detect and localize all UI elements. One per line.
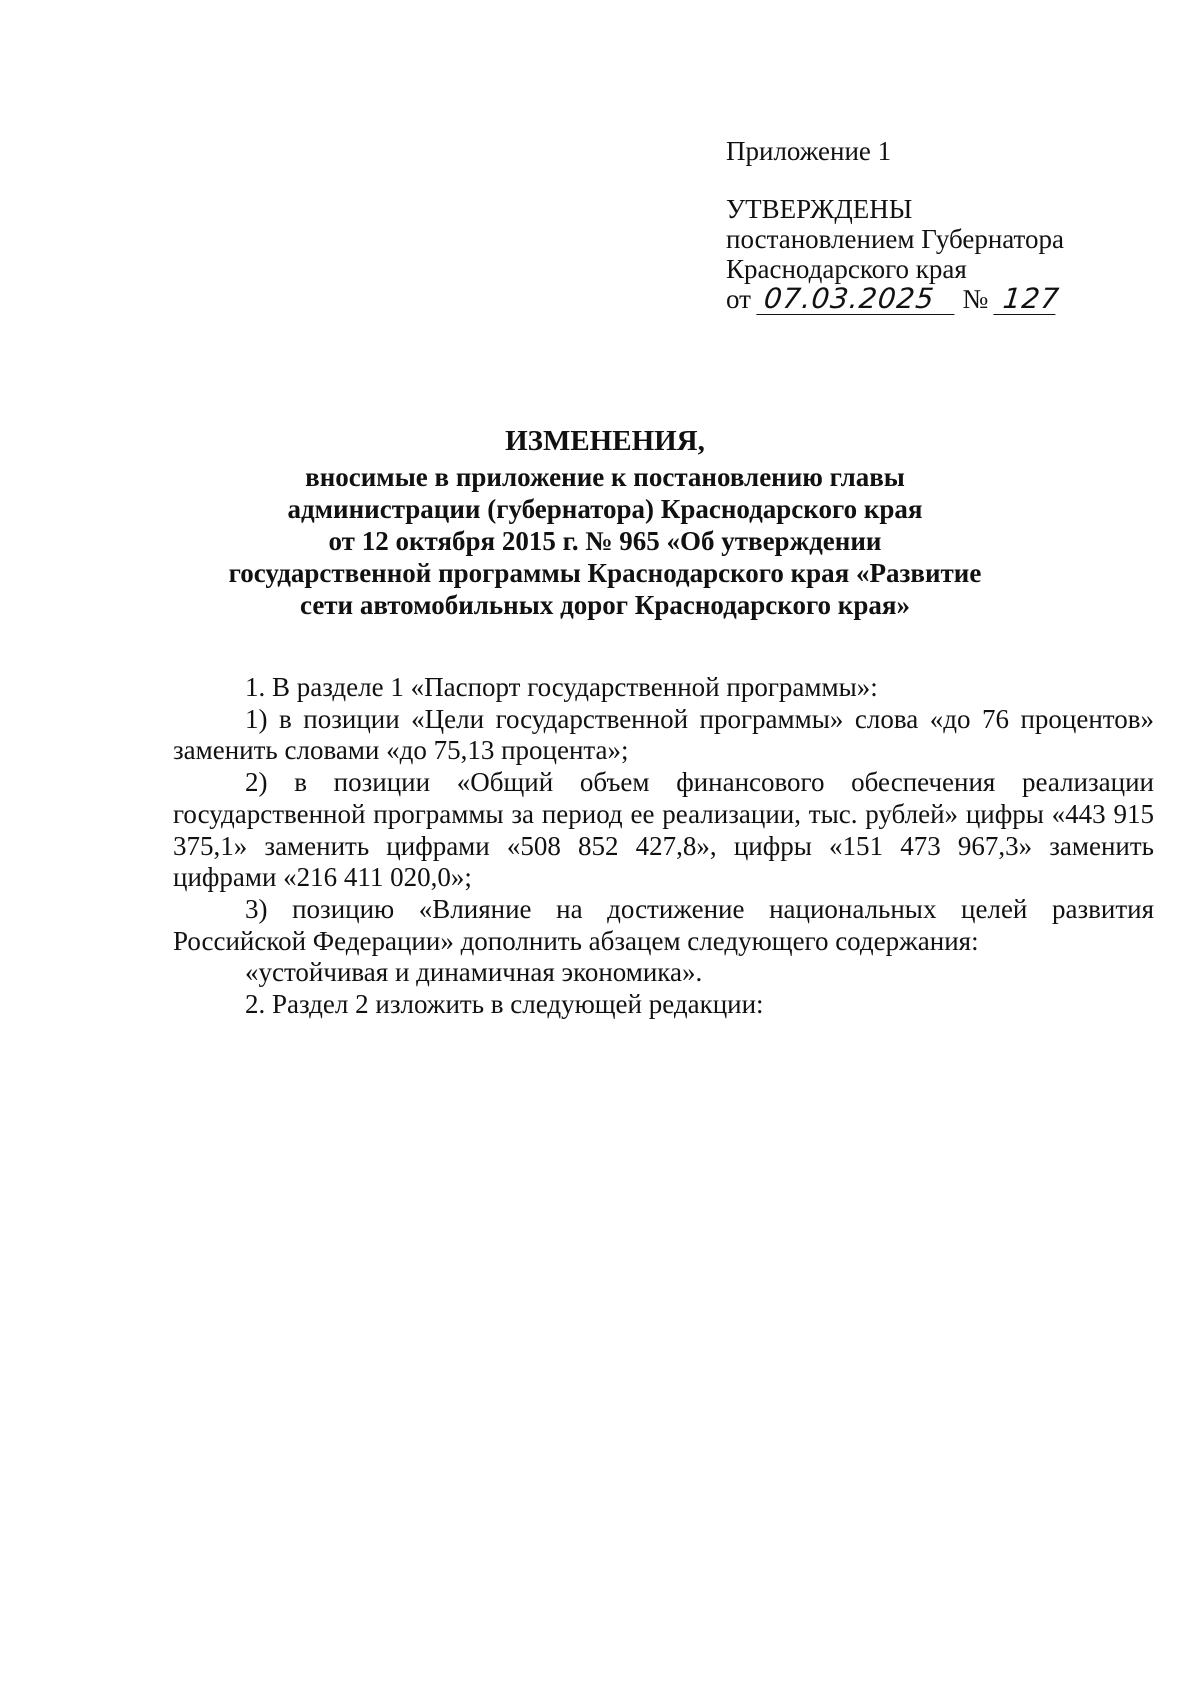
handwritten-date: 07.03.2025 — [756, 284, 957, 315]
body-paragraph: 1. В разделе 1 «Паспорт государственной программы»: — [245, 672, 878, 702]
title-line: от 12 октября 2015 г. № 965 «Об утверждении — [328, 526, 882, 556]
body-paragraph: 2. Раздел 2 изложить в следующей редакции: — [245, 989, 764, 1020]
body-paragraph: 1) в позиции «Цели государственной программы» слова «до 76 процентов» заменить словами «до 75,13 процента»; — [173, 703, 1154, 766]
body-paragraph: 2) в позиции «Общий объем финансового обеспечения реализации государственной программы за период ее реализации, тыс. рублей» цифры «443 915 375,1» заменить цифрами «508 852 427,8», цифры «151 473 967,3» заменить цифрами «216 411 020,0»; — [173, 767, 1154, 893]
body-paragraph: 3) позицию «Влияние на достижение национальных целей развития Российской Федерации» дополнить абзацем следующего содержания: — [173, 893, 1154, 956]
document-body — [173, 672, 1154, 1021]
date-prefix: от — [726, 284, 751, 314]
body-paragraph: «устойчивая и динамичная экономика». — [245, 957, 703, 988]
title-heading: ИЗМЕНЕНИЯ, — [505, 425, 705, 457]
document-title — [160, 425, 1050, 621]
title-line: администрации (губернатора) Краснодарского края — [287, 494, 923, 524]
appendix-label: Приложение 1 — [726, 136, 892, 166]
approval-line-2: Краснодарского края — [726, 254, 967, 284]
handwritten-number: 127 — [993, 284, 1058, 315]
title-line: сети автомобильных дорог Краснодарского края» — [300, 590, 910, 620]
title-line: государственной программы Краснодарского края «Развитие — [228, 558, 982, 588]
number-sign: № — [962, 284, 989, 314]
approval-date-line — [726, 284, 1126, 315]
approval-block — [726, 136, 1126, 315]
approved-label: УТВЕРЖДЕНЫ — [726, 194, 913, 224]
approval-line-1: постановлением Губернатора — [726, 224, 1064, 254]
title-line: вносимые в приложение к постановлению главы — [305, 462, 905, 492]
